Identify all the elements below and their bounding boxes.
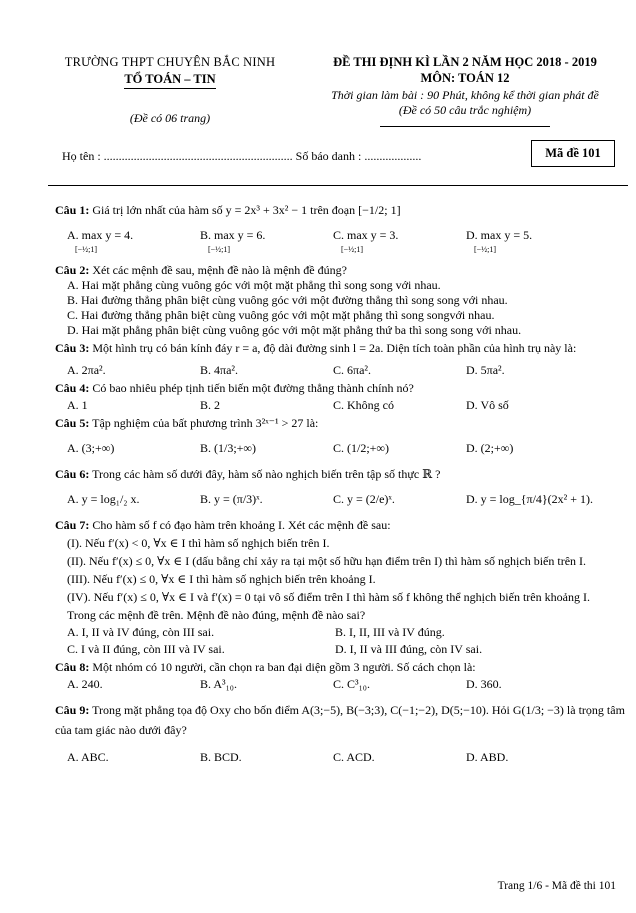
q6-option-a: A. y = log₁/₂ x.: [67, 492, 140, 506]
q1-sub-a: [−½;1]: [75, 245, 98, 254]
q9-option-b: B. BCD.: [200, 750, 242, 764]
q7-option-b: B. I, II, III và IV đúng.: [335, 625, 445, 639]
q7-option-c: C. I và II đúng, còn III và IV sai.: [67, 642, 225, 656]
question-2: [55, 263, 625, 338]
separator: [48, 185, 628, 186]
header-right: [305, 55, 625, 127]
q3-option-a: A. 2πa².: [67, 363, 106, 377]
q4-option-b: B. 2: [200, 398, 221, 412]
q5-option-b: B. (1/3;+∞): [200, 441, 256, 455]
q9-option-d: D. ABD.: [466, 750, 509, 764]
q5-option-d: D. (2;+∞): [466, 441, 514, 455]
q4-option-a: A. 1: [67, 398, 88, 412]
q4-stem: Có bao nhiêu phép tịnh tiến biến một đường thẳng thành chính nó?: [92, 381, 414, 395]
q2-stem: Xét các mệnh đề sau, mệnh đề nào là mệnh đề đúng?: [92, 263, 347, 277]
department-name: TỔ TOÁN – TIN: [124, 72, 215, 89]
q2-option-d: D. Hai mặt phẳng phân biệt cùng vuông góc với một mặt phẳng thứ ba thì song song với nhau.: [67, 323, 522, 337]
school-name: TRƯỜNG THPT CHUYÊN BẮC NINH: [64, 55, 276, 69]
question-1: [55, 203, 625, 255]
q9-option-c: C. ACD.: [333, 750, 375, 764]
q7-stem: Cho hàm số f có đạo hàm trên khoảng I. Xét các mệnh đề sau:: [92, 518, 391, 532]
q7-label: Câu 7:: [55, 518, 90, 532]
name-line: Họ tên : ............................................................... Số báo danh : ...................: [62, 149, 422, 163]
question-count: (Đề có 50 câu trắc nghiệm): [398, 103, 532, 117]
q1-stem: Giá trị lớn nhất của hàm số y = 2x³ + 3x² − 1 trên đoạn [−1/2; 1]: [92, 203, 401, 217]
q1-sub-d: [−½;1]: [474, 245, 497, 254]
q6-option-b: B. y = (π/3)ˣ.: [200, 492, 263, 506]
q2-option-a: A. Hai mặt phẳng cùng vuông góc với một mặt phẳng thì song song với nhau.: [67, 278, 441, 292]
q9-label: Câu 9:: [55, 703, 90, 717]
q1-label: Câu 1:: [55, 203, 90, 217]
q4-label: Câu 4:: [55, 381, 90, 395]
q1-option-b: B. max y = 6.: [200, 228, 266, 242]
q3-option-c: C. 6πa².: [333, 363, 371, 377]
subject: MÔN: TOÁN 12: [420, 71, 510, 85]
q3-option-d: D. 5πa².: [466, 363, 505, 377]
pages-note: (Đề có 06 trang): [129, 111, 211, 125]
question-5: [55, 416, 625, 456]
q4-option-d: D. Vô số: [466, 398, 509, 412]
q7-statement-1: (I). Nếu f′(x) < 0, ∀x ∈ I thì hàm số nghịch biến trên I.: [67, 536, 330, 550]
questions: [55, 203, 625, 768]
q2-label: Câu 2:: [55, 263, 90, 277]
q1-option-a: A. max y = 4.: [67, 228, 134, 242]
q8-option-c: C. C³₁₀.: [333, 677, 370, 691]
question-4: [55, 381, 625, 413]
time-note: Thời gian làm bài : 90 Phút, không kể thời gian phát đề: [331, 88, 599, 102]
q7-statement-4: (IV). Nếu f′(x) ≤ 0, ∀x ∈ I và f′(x) = 0 tại vô số điểm trên I thì hàm số f không thể nghịch biến trên khoảng I.: [67, 590, 590, 604]
q7-option-d: D. I, II và III đúng, còn IV sai.: [335, 642, 483, 656]
q6-option-d: D. y = log_{π/4}(2x² + 1).: [466, 492, 594, 506]
q3-stem: Một hình trụ có bán kính đáy r = a, độ dài đường sinh l = 2a. Diện tích toàn phần của hình trụ này là:: [92, 341, 577, 355]
question-3: [55, 341, 625, 378]
page-footer: Trang 1/6 - Mã đề thi 101: [497, 880, 616, 892]
q9-option-a: A. ABC.: [67, 750, 109, 764]
q5-label: Câu 5:: [55, 416, 90, 430]
q8-stem: Một nhóm có 10 người, cần chọn ra ban đại diện gồm 3 người. Số cách chọn là:: [92, 660, 476, 674]
header-left: [40, 55, 300, 126]
q8-option-b: B. A³₁₀.: [200, 677, 237, 691]
question-7: [55, 518, 625, 657]
q2-option-b: B. Hai đường thẳng phân biệt cùng vuông góc với một đường thẳng thì song song với nhau.: [67, 293, 508, 307]
q7-statement-3: (III). Nếu f′(x) ≤ 0, ∀x ∈ I thì hàm số nghịch biến trên khoảng I.: [67, 572, 376, 586]
q6-option-c: C. y = (2/e)ˣ.: [333, 492, 395, 506]
q6-label: Câu 6:: [55, 467, 90, 481]
exam-title: ĐỀ THI ĐỊNH KÌ LẦN 2 NĂM HỌC 2018 - 2019: [333, 55, 597, 69]
q3-label: Câu 3:: [55, 341, 90, 355]
q5-option-a: A. (3;+∞): [67, 441, 115, 455]
question-6: [55, 467, 625, 507]
q1-option-c: C. max y = 3.: [333, 228, 399, 242]
q1-option-d: D. max y = 5.: [466, 228, 533, 242]
q3-option-b: B. 4πa².: [200, 363, 238, 377]
q1-sub-c: [−½;1]: [341, 245, 364, 254]
q8-label: Câu 8:: [55, 660, 90, 674]
q9-stem: Trong mặt phẳng tọa độ Oxy cho bốn điểm A(3;−5), B(−3;3), C(−1;−2), D(5;−10). Hỏi G(1/3; −3) là trọng tâm của tam giác nào dưới đây?: [55, 703, 625, 737]
q5-option-c: C. (1/2;+∞): [333, 441, 389, 455]
q6-stem: Trong các hàm số dưới đây, hàm số nào nghịch biến trên tập số thực ℝ ?: [92, 467, 441, 481]
q7-ask: Trong các mệnh đề trên. Mệnh đề nào đúng, mệnh đề nào sai?: [67, 608, 366, 622]
q7-option-a: A. I, II và IV đúng, còn III sai.: [67, 625, 215, 639]
question-9: [55, 700, 625, 765]
q7-statement-2: (II). Nếu f′(x) ≤ 0, ∀x ∈ I (dấu bằng chỉ xảy ra tại một số hữu hạn điểm trên I) thì hàm số nghịch biến trên I.: [67, 554, 587, 568]
q8-option-d: D. 360.: [466, 677, 502, 691]
header-rule: [380, 126, 550, 127]
q1-sub-b: [−½;1]: [208, 245, 231, 254]
exam-code-box: Mã đề 101: [531, 140, 615, 167]
q4-option-c: C. Không có: [333, 398, 394, 412]
q8-option-a: A. 240.: [67, 677, 103, 691]
q2-option-c: C. Hai đường thẳng phân biệt cùng vuông góc với một mặt phẳng thì song songvới nhau.: [67, 308, 495, 322]
q5-stem: Tập nghiệm của bất phương trình 3²ˣ⁻¹ > 27 là:: [92, 416, 319, 430]
question-8: [55, 660, 625, 692]
